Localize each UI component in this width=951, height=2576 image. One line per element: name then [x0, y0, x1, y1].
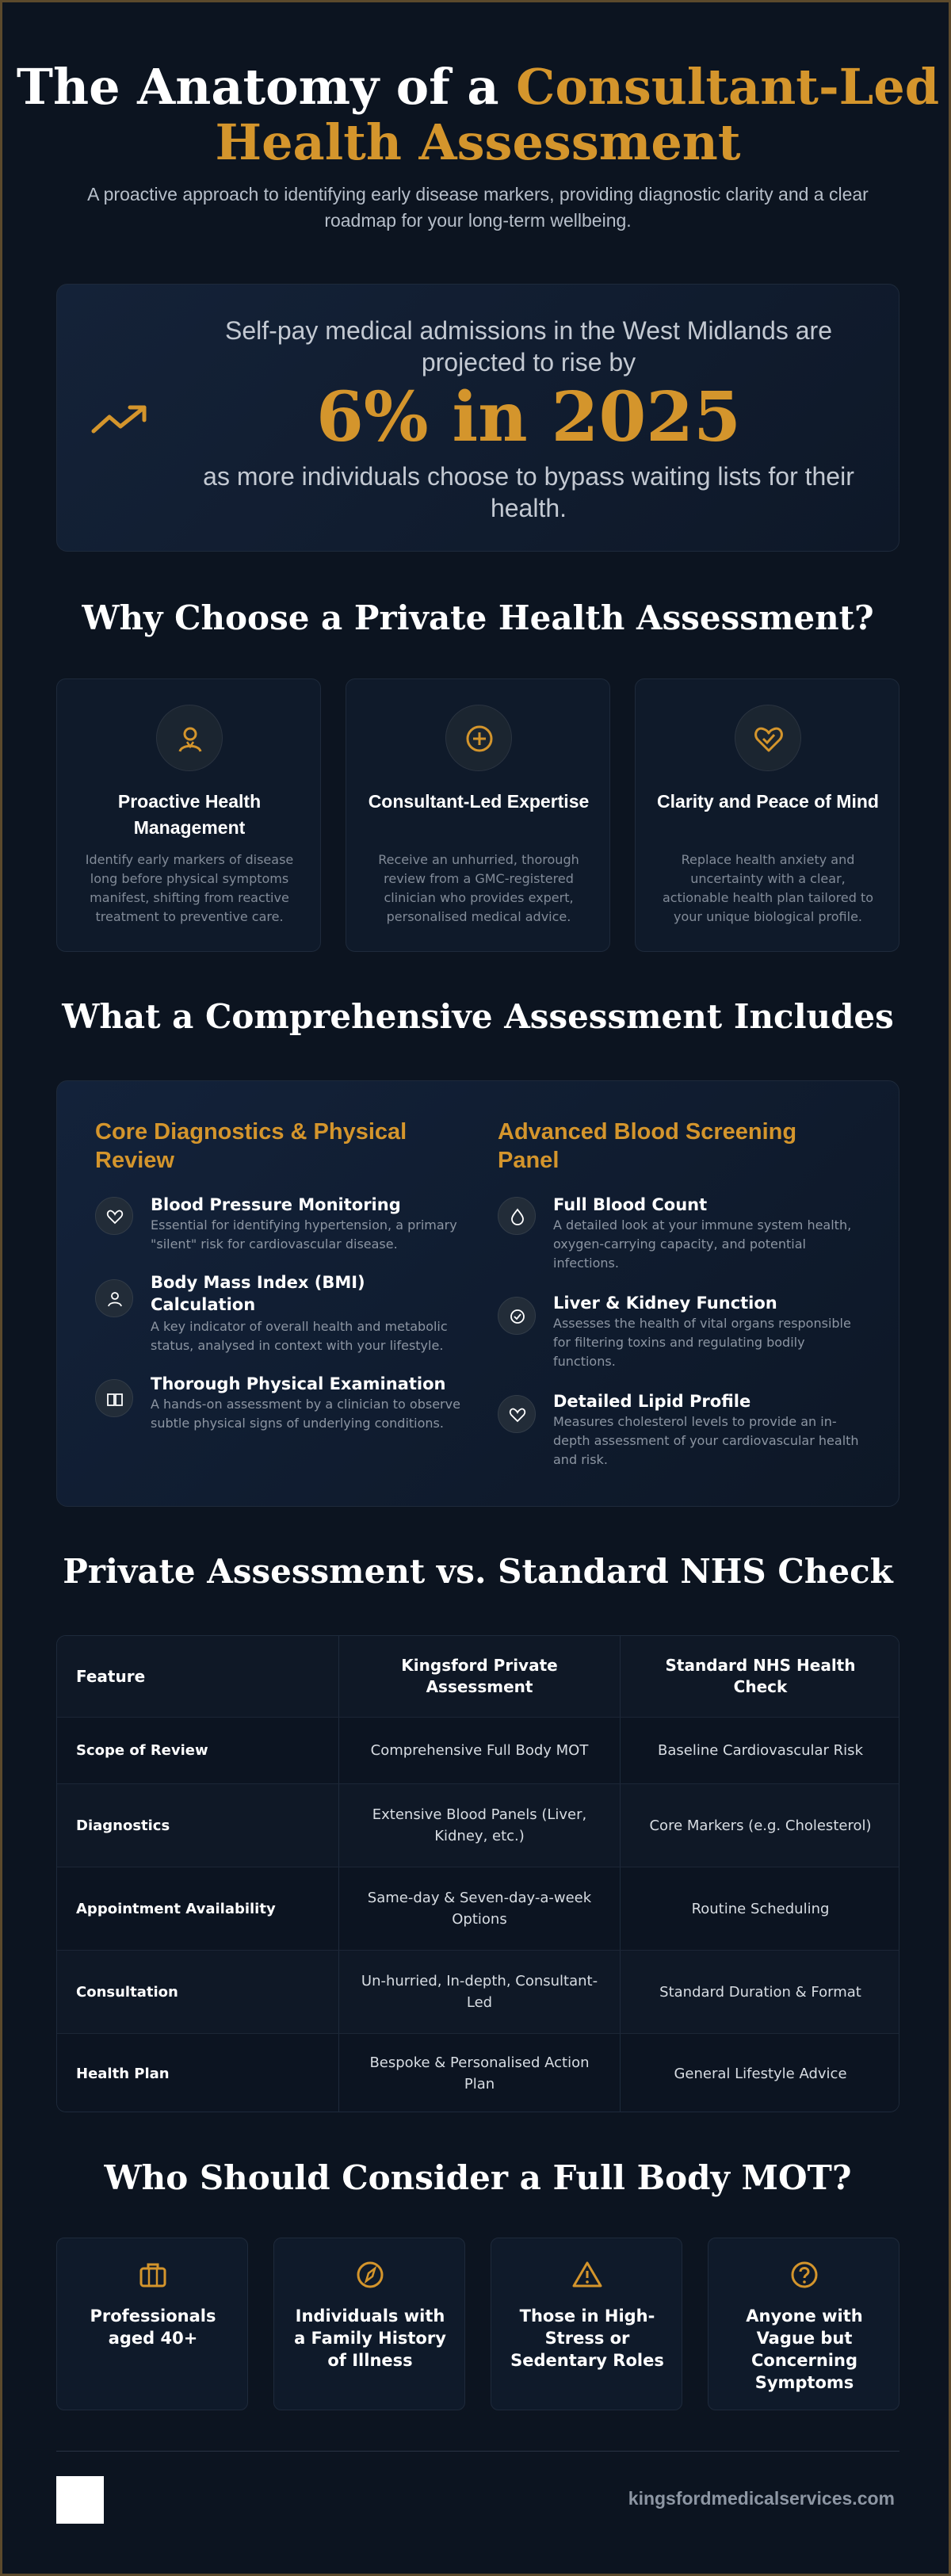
heart-check-icon	[735, 705, 801, 771]
stat-callout	[56, 284, 899, 552]
benefit-card	[56, 678, 321, 952]
plus-circle-icon	[445, 705, 512, 771]
item-title: Body Mass Index (BMI) Calculation	[151, 1273, 365, 1314]
item-title: Liver & Kidney Function	[553, 1294, 777, 1313]
benefit-card-title: Consultant-Led Expertise	[368, 791, 590, 812]
person-icon	[156, 705, 223, 771]
item-desc: A detailed look at your immune system health, oxygen-carrying capacity, and potential infections.	[553, 1217, 852, 1271]
check-circle-icon	[498, 1297, 536, 1335]
audience-label: Individuals with a Family History of Illness	[294, 2307, 446, 2370]
heart-icon	[95, 1197, 133, 1235]
benefit-card	[635, 678, 899, 952]
compass-icon	[354, 2259, 386, 2291]
table-row	[57, 1867, 899, 1950]
item-title: Detailed Lipid Profile	[553, 1392, 751, 1411]
comparison-table	[56, 1635, 899, 2112]
table-row	[57, 2033, 899, 2112]
book-icon	[95, 1379, 133, 1417]
row-private: Bespoke & Personalised Action Plan	[338, 2034, 620, 2112]
row-feature: Health Plan	[76, 2065, 170, 2082]
item-desc: A key indicator of overall health and metabolic status, analysed in context with your lifestyle.	[151, 1319, 448, 1353]
benefit-card-title: Proactive Health Management	[117, 791, 262, 838]
includes-section-title: What a Comprehensive Assessment Includes	[62, 997, 894, 1036]
item-desc: A hands-on assessment by a clinician to observe subtle physical signs of underlying conditions.	[151, 1397, 460, 1431]
benefit-card-title: Clarity and Peace of Mind	[657, 791, 879, 812]
audience-card	[491, 2238, 682, 2410]
row-nhs: Core Markers (e.g. Cholesterol)	[620, 1784, 899, 1867]
audience-label: Those in High-Stress or Sedentary Roles	[510, 2307, 664, 2370]
audience-card	[708, 2238, 899, 2410]
briefcase-icon	[137, 2259, 169, 2291]
item-desc: Essential for identifying hypertension, a primary "silent" risk for cardiovascular disease.	[151, 1217, 457, 1252]
row-nhs: Standard Duration & Format	[620, 1951, 899, 2033]
item-desc: Measures cholesterol levels to provide an in-depth assessment of your cardiovascular health and risk.	[553, 1414, 859, 1467]
audience-label: Anyone with Vague but Concerning Symptoms	[746, 2307, 863, 2392]
why-section-title: Why Choose a Private Health Assessment?	[82, 598, 874, 637]
row-feature: Consultation	[76, 1983, 178, 2001]
user-icon	[95, 1279, 133, 1317]
audience-card	[56, 2238, 248, 2410]
audience-card	[273, 2238, 465, 2410]
audience-label: Professionals aged 40+	[90, 2307, 216, 2348]
question-icon	[789, 2259, 820, 2291]
page-title: The Anatomy of a Consultant-Led Health Assessment	[16, 58, 940, 171]
table-row	[57, 1717, 899, 1783]
includes-panel	[56, 1080, 899, 1507]
trending-up-icon	[89, 399, 152, 439]
heart-icon	[498, 1395, 536, 1433]
drop-icon	[498, 1197, 536, 1235]
footer-url-link[interactable]: kingsfordmedicalservices.com	[628, 2488, 895, 2509]
row-private: Same-day & Seven-day-a-week Options	[338, 1867, 620, 1950]
item-desc: Assesses the health of vital organs responsible for filtering toxins and regulating bodily functions.	[553, 1316, 851, 1369]
row-feature: Scope of Review	[76, 1742, 208, 1759]
blood-screening-heading: Advanced Blood Screening Panel	[498, 1119, 797, 1173]
header-private: Kingsford Private Assessment	[338, 1636, 620, 1717]
item-title: Blood Pressure Monitoring	[151, 1195, 401, 1214]
stat-outro: as more individuals choose to bypass waiting lists for their health.	[203, 462, 854, 522]
warning-icon	[571, 2259, 603, 2291]
table-row	[57, 1950, 899, 2033]
table-header-row	[57, 1636, 899, 1717]
row-nhs: General Lifestyle Advice	[620, 2034, 899, 2112]
benefit-card	[346, 678, 610, 952]
row-nhs: Baseline Cardiovascular Risk	[620, 1718, 899, 1783]
benefit-card-desc: Replace health anxiety and uncertainty with a clear, actionable health plan tailored to your unique biological profile.	[662, 852, 874, 924]
row-feature: Appointment Availability	[76, 1900, 276, 1917]
header-feature: Feature	[76, 1666, 146, 1686]
footer-divider	[56, 2451, 899, 2452]
benefit-card-desc: Identify early markers of disease long before physical symptoms manifest, shifting from reactive treatment to preventive care.	[85, 852, 294, 924]
stat-intro: Self-pay medical admissions in the West Midlands are projected to rise by	[225, 316, 832, 376]
benefit-card-desc: Receive an unhurried, thorough review from a GMC-registered clinician who provides expert, personalised medical advice.	[378, 852, 579, 924]
stat-figure: 6% in 2025	[316, 377, 741, 457]
table-row	[57, 1783, 899, 1867]
who-section-title: Who Should Consider a Full Body MOT?	[104, 2158, 852, 2197]
row-private: Extensive Blood Panels (Liver, Kidney, etc.)	[338, 1784, 620, 1867]
core-diagnostics-heading: Core Diagnostics & Physical Review	[95, 1119, 407, 1173]
header-nhs: Standard NHS Health Check	[620, 1636, 899, 1717]
row-feature: Diagnostics	[76, 1817, 170, 1834]
item-title: Full Blood Count	[553, 1195, 708, 1214]
page-subtitle: A proactive approach to identifying early disease markers, providing diagnostic clarity and a clear roadmap for your long-term wellbeing.	[87, 184, 869, 231]
row-nhs: Routine Scheduling	[620, 1867, 899, 1950]
comparison-section-title: Private Assessment vs. Standard NHS Check	[63, 1552, 893, 1591]
row-private: Comprehensive Full Body MOT	[338, 1718, 620, 1783]
footer-logo[interactable]	[56, 2476, 104, 2524]
item-title: Thorough Physical Examination	[151, 1374, 446, 1393]
row-private: Un-hurried, In-depth, Consultant-Led	[338, 1951, 620, 2033]
